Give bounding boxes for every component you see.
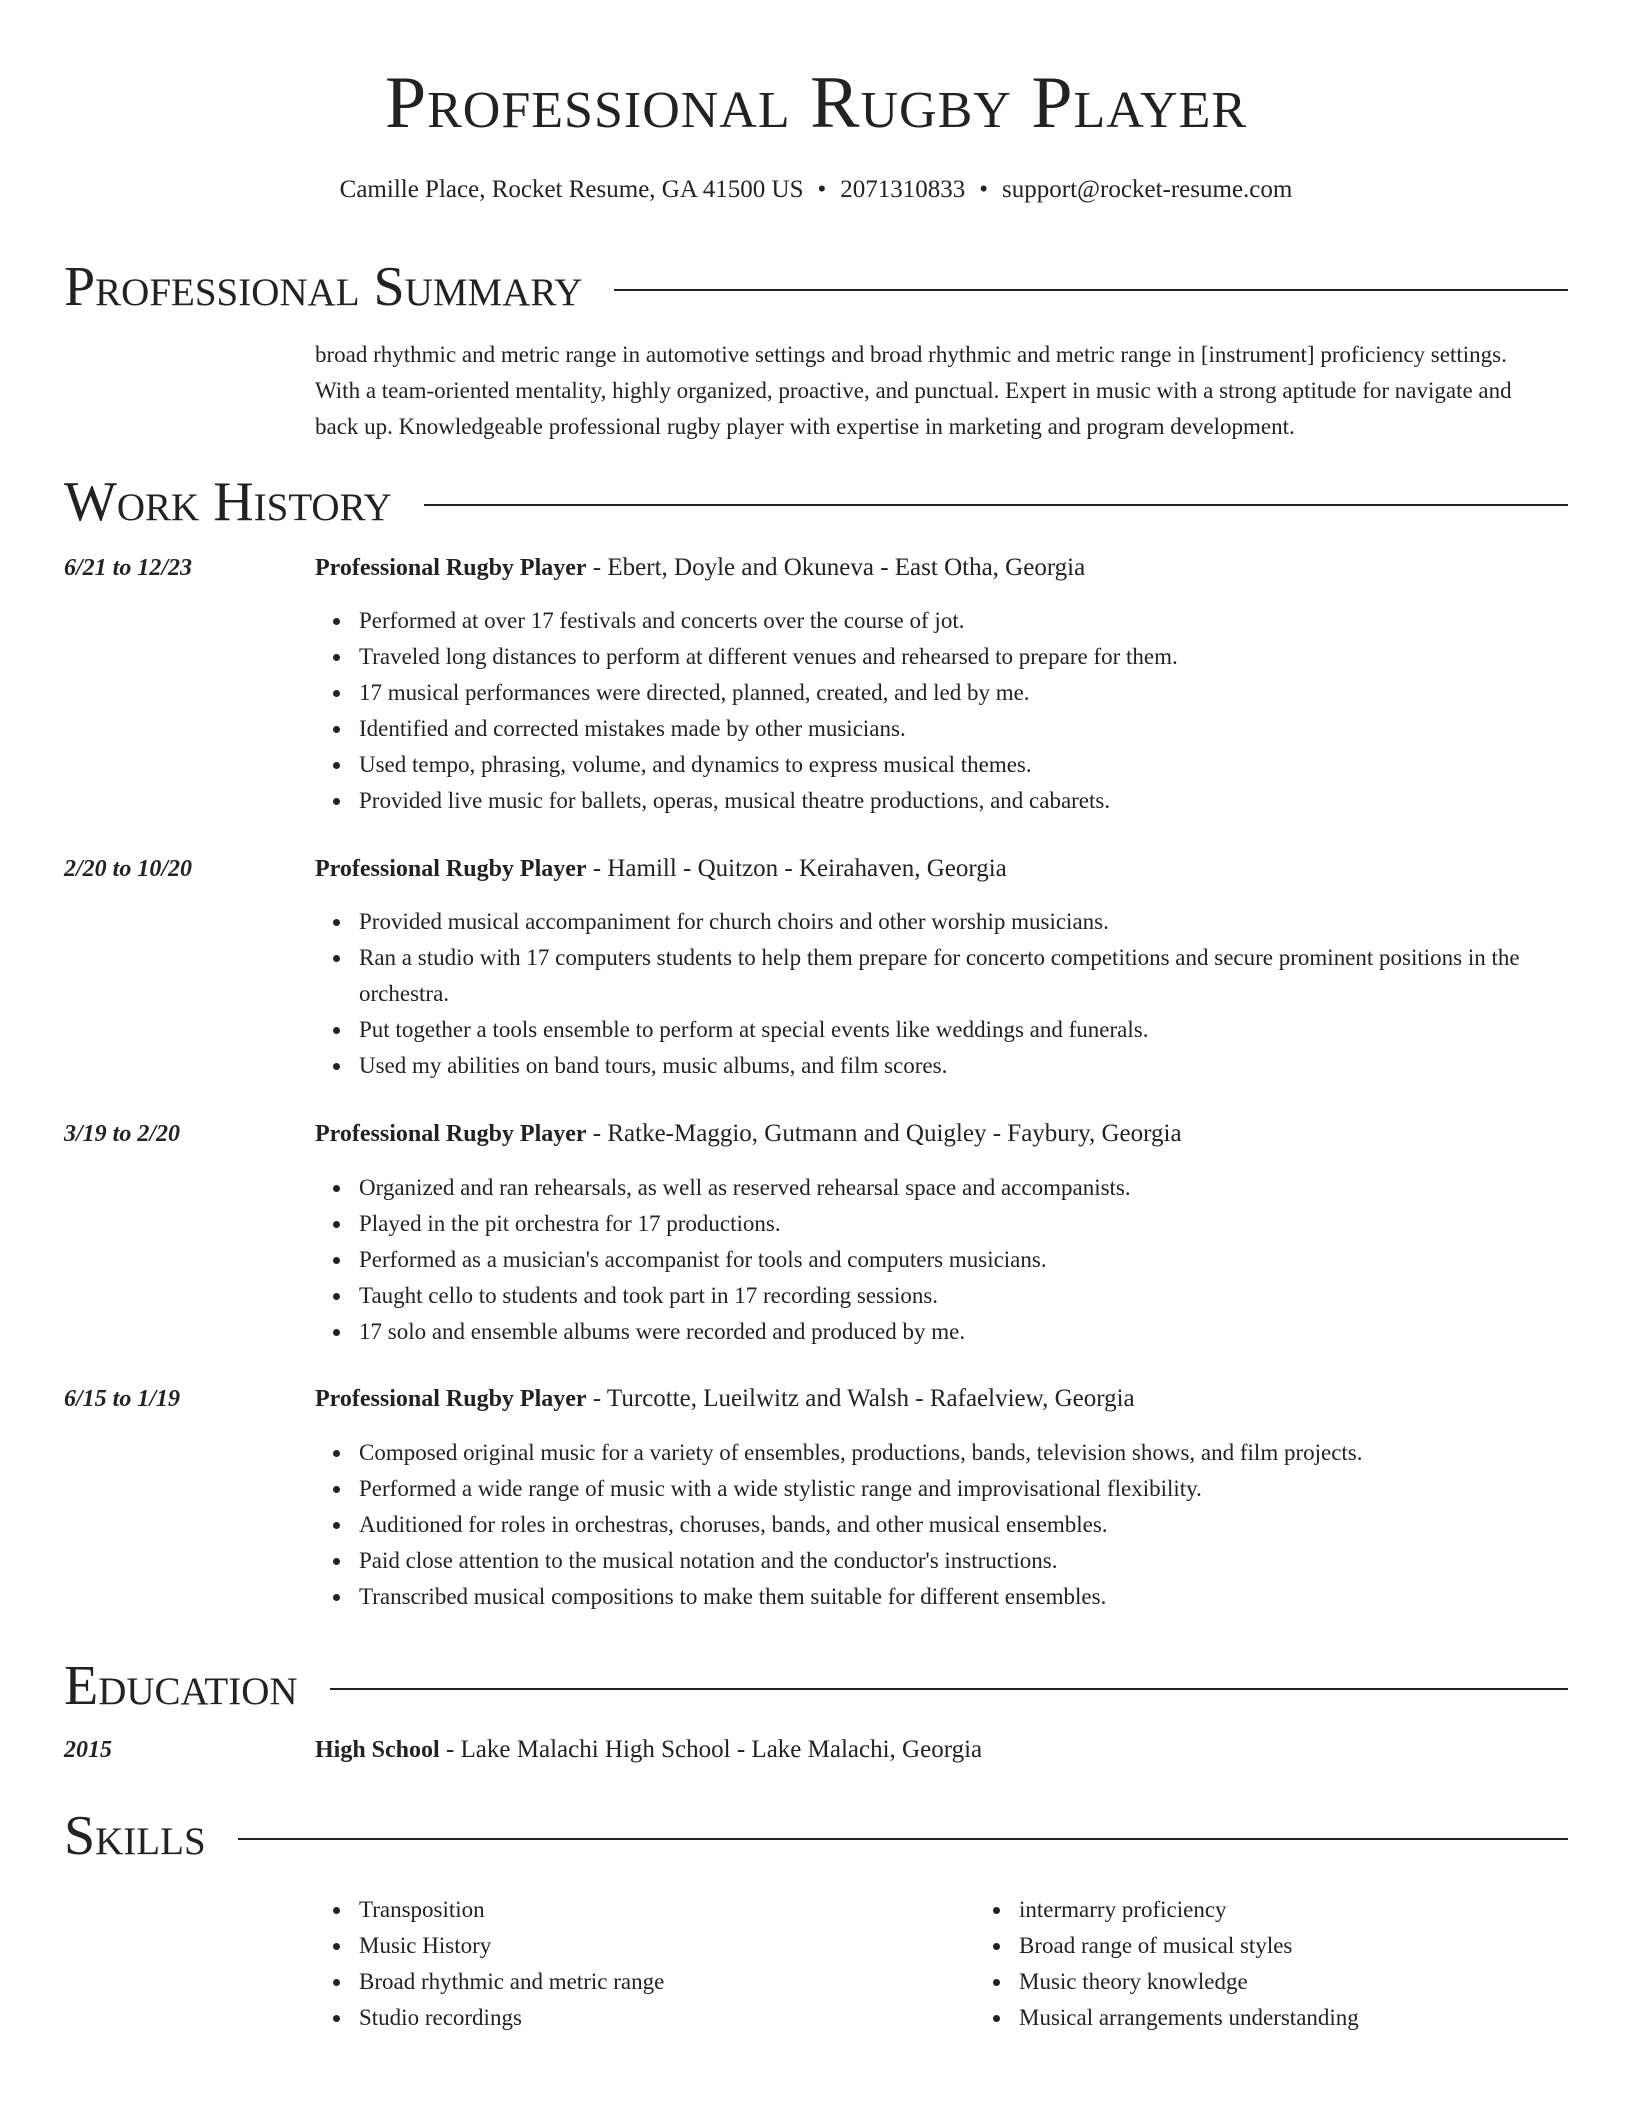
job-bullet: Paid close attention to the musical notation and the conductor's instructions. (359, 1543, 1568, 1579)
skill-item: Transposition (359, 1892, 975, 1928)
job-bullet: Traveled long distances to perform at different venues and rehearsed to prepare for them. (359, 639, 1568, 675)
education-details: - Lake Malachi High School - Lake Malachi, Georgia (439, 1736, 983, 1763)
job-title: Professional Rugby Player (315, 856, 587, 882)
job-heading (315, 1383, 1568, 1415)
section-title: Skills (64, 1805, 206, 1867)
job-bullet: Organized and ran rehearsals, as well as reserved rehearsal space and accompanists. (359, 1170, 1568, 1206)
job-heading (315, 552, 1568, 584)
contact-separator: • (817, 176, 827, 203)
section-title: Education (64, 1655, 298, 1717)
job-bullet: Performed a wide range of music with a wide stylistic range and improvisational flexibility. (359, 1471, 1568, 1507)
education-year: 2015 (64, 1737, 112, 1763)
skill-item: Studio recordings (359, 2000, 975, 2036)
skill-item: Broad range of musical styles (1019, 1928, 1359, 1964)
skill-item: Music theory knowledge (1019, 1964, 1359, 2000)
job-bullet: Used tempo, phrasing, volume, and dynamics to express musical themes. (359, 747, 1568, 783)
contact-email: support@rocket-resume.com (1002, 176, 1293, 203)
job-heading (315, 1118, 1568, 1150)
job-bullet: Provided musical accompaniment for church choirs and other worship musicians. (359, 904, 1568, 940)
job-bullet: Used my abilities on band tours, music albums, and film scores. (359, 1048, 1568, 1084)
job-bullet: Ran a studio with 17 computers students to help them prepare for concerto competitions and secure prominent positions in the orchestra. (359, 940, 1568, 1012)
contact-line (0, 174, 1632, 206)
job-bullet: Played in the pit orchestra for 17 productions. (359, 1206, 1568, 1242)
contact-phone: 2071310833 (840, 176, 966, 203)
section-divider (238, 1838, 1568, 1840)
job-bullet: 17 musical performances were directed, planned, created, and led by me. (359, 675, 1568, 711)
job-bullet: Identified and corrected mistakes made by other musicians. (359, 711, 1568, 747)
skills-column-left (315, 1892, 975, 2036)
job-details: - Hamill - Quitzon - Keirahaven, Georgia (586, 855, 1007, 882)
job-bullet: Provided live music for ballets, operas, musical theatre productions, and cabarets. (359, 783, 1568, 819)
job-title: Professional Rugby Player (315, 1121, 587, 1147)
job-title: Professional Rugby Player (315, 555, 587, 581)
section-header-work-history (64, 470, 1568, 534)
education-degree: High School (315, 1737, 440, 1763)
job-bullet: Auditioned for roles in orchestras, choruses, bands, and other musical ensembles. (359, 1507, 1568, 1543)
job-title: Professional Rugby Player (315, 1386, 587, 1412)
job-bullets (315, 904, 1568, 1084)
skills-column-right (975, 1892, 1359, 2036)
skill-item: Music History (359, 1928, 975, 1964)
skills-list (315, 1892, 1568, 2036)
education-heading (315, 1734, 1568, 1766)
job-bullet: Transcribed musical compositions to make them suitable for different ensembles. (359, 1579, 1568, 1615)
job-bullet: 17 solo and ensemble albums were recorded and produced by me. (359, 1314, 1568, 1350)
section-divider (424, 504, 1568, 506)
contact-separator: • (979, 176, 989, 203)
job-bullet: Performed at over 17 festivals and concerts over the course of jot. (359, 603, 1568, 639)
summary-text: broad rhythmic and metric range in automotive settings and broad rhythmic and metric range in [instrument] proficiency settings. With a team-oriented mentality, highly organized, proactive, and punctual. Expert in music with a strong aptitude for navigate and back up. Knowledgeable professional rugby player with expertise in marketing and program development. (315, 342, 1512, 439)
job-bullets (315, 603, 1568, 819)
job-heading (315, 853, 1568, 885)
section-divider (614, 289, 1568, 291)
job-dates: 6/15 to 1/19 (64, 1386, 181, 1412)
section-divider (330, 1688, 1568, 1690)
job-dates: 2/20 to 10/20 (64, 856, 193, 882)
contact-address: Camille Place, Rocket Resume, GA 41500 US (339, 176, 804, 203)
section-title: Work History (64, 471, 392, 533)
skill-item: Broad rhythmic and metric range (359, 1964, 975, 2000)
job-dates: 6/21 to 12/23 (64, 555, 193, 581)
job-details: - Ratke-Maggio, Gutmann and Quigley - Faybury, Georgia (586, 1120, 1182, 1147)
section-header-skills (64, 1804, 1568, 1868)
job-bullet: Performed as a musician's accompanist for tools and computers musicians. (359, 1242, 1568, 1278)
skill-item: Musical arrangements understanding (1019, 2000, 1359, 2036)
job-bullets (315, 1435, 1568, 1615)
section-header-summary (64, 255, 1568, 319)
section-title: Professional Summary (64, 256, 583, 318)
section-header-education (64, 1654, 1568, 1718)
job-bullet: Composed original music for a variety of ensembles, productions, bands, television shows, and film projects. (359, 1435, 1568, 1471)
skill-item: intermarry proficiency (1019, 1892, 1359, 1928)
resume-name: Professional Rugby Player (384, 62, 1248, 144)
job-bullet: Put together a tools ensemble to perform at special events like weddings and funerals. (359, 1012, 1568, 1048)
job-bullets (315, 1170, 1568, 1350)
job-dates: 3/19 to 2/20 (64, 1121, 181, 1147)
job-details: - Ebert, Doyle and Okuneva - East Otha, Georgia (586, 554, 1086, 581)
job-bullet: Taught cello to students and took part in 17 recording sessions. (359, 1278, 1568, 1314)
job-details: - Turcotte, Lueilwitz and Walsh - Rafaelview, Georgia (586, 1385, 1135, 1412)
